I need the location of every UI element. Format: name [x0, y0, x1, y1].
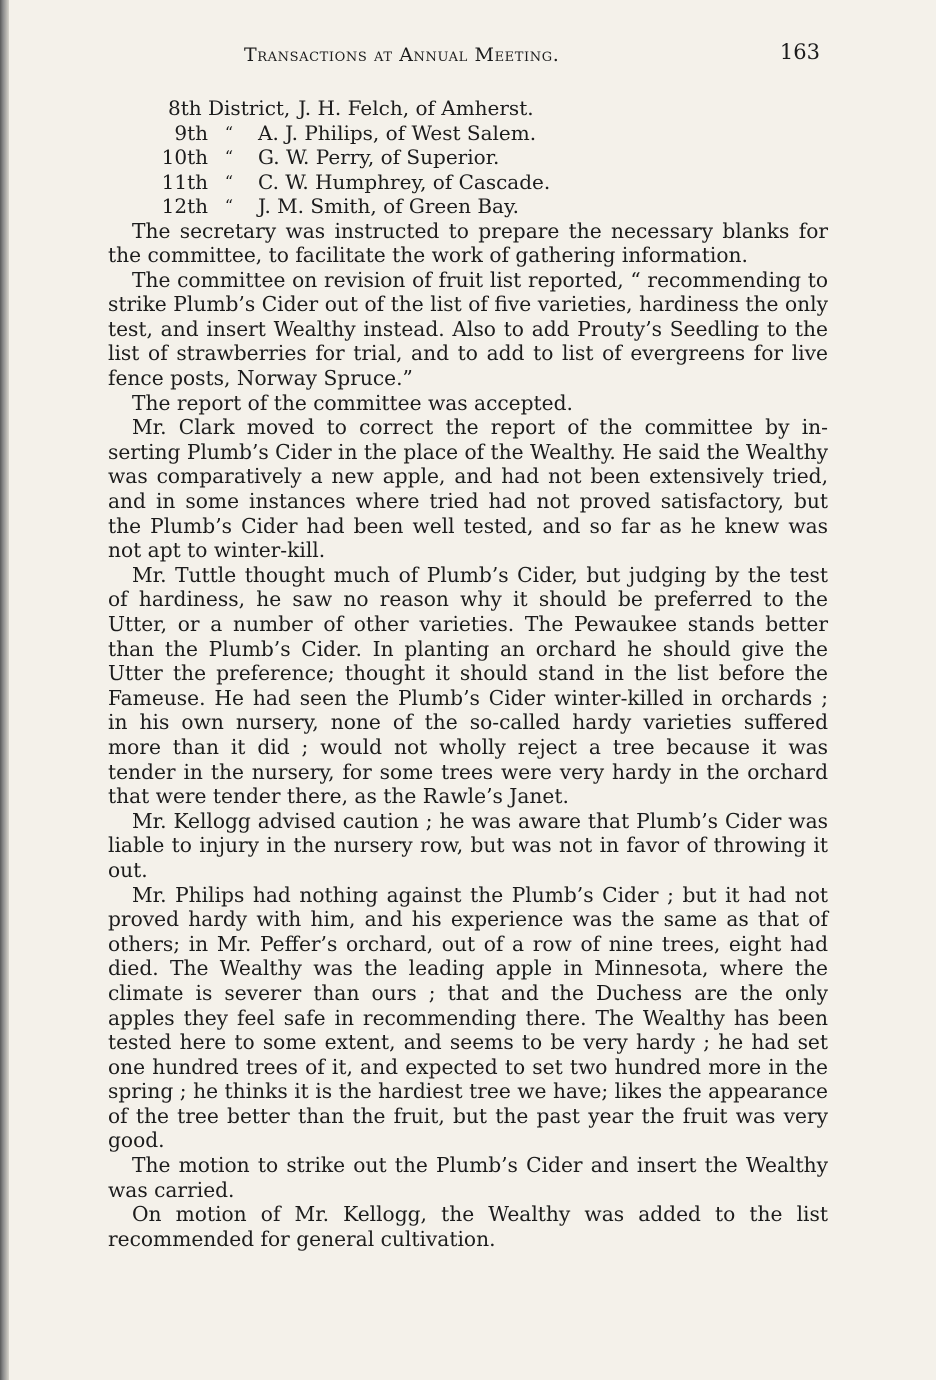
district-number: 10th	[161, 145, 208, 169]
district-row	[108, 194, 828, 219]
body-text	[108, 219, 828, 1252]
district-row	[108, 121, 828, 146]
paragraph-mr-tuttle: Mr. Tuttle thought much of Plumb’s Cider, but judging by the test of hardiness, he saw no reason why it should be preferred to the Utter, or a number of other varieties. The Pewaukee stands better than the Plumb’s Cider. In planting an orchard he should give the Utter the preference; thought it should stand in the list before the Fameuse. He had seen the Plumb’s Cider winter-killed in orchards ; in his own nursery, none of the so-called hardy varieties suffered more than it did ; would not wholly reject a tree because it was tender in the nursery, for some trees were very hardy in the orchard that were tender there, as the Rawle’s Janet.	[108, 562, 828, 809]
district-number: 9th	[174, 120, 208, 145]
paragraph-committee-report: The committee on revision of fruit list reported, “ recommending to strike Plumb’s Cider out of the list of five varieties, hardiness the only test, and insert Wealthy instead. Also to add Prouty’s Seedling to the list of strawberries for trial, and to add to list of evergreens for live fence posts, Norway Spruce.”	[108, 267, 828, 391]
paragraph-mr-kellogg: Mr. Kellogg advised caution ; he was aware that Plumb’s Cider was liable to injury in the nursery row, but was not in favor of throwing it out.	[108, 808, 828, 882]
ditto-mark: “	[224, 122, 234, 142]
district-row	[108, 145, 828, 170]
district-member: A. J. Philips, of West Salem.	[258, 120, 537, 145]
running-title: Transactions at Annual Meeting.	[244, 44, 560, 66]
ditto-mark: “	[224, 171, 234, 191]
district-member: J. H. Felch, of Amherst.	[298, 96, 534, 120]
district-list	[108, 96, 828, 219]
paragraph-report-accepted: The report of the committee was accepted.	[132, 390, 573, 415]
district-member: G. W. Perry, of Superior.	[258, 145, 500, 169]
paragraph-mr-clark: Mr. Clark moved to correct the report of the committee by inserting Plumb’s Cider in the place of the Wealthy. He said the Wealthy was comparatively a new apple, and had not been extensively tried, and in some instances where tried had not proved satisfactory, but the Plumb’s Cider had been well tested, and so far as he knew was not apt to winter-kill.	[108, 415, 828, 563]
ditto-mark: “	[224, 147, 234, 166]
running-head	[108, 36, 828, 76]
paragraph-motion-carried: The motion to strike out the Plumb’s Cider and insert the Wealthy was carried.	[108, 1153, 828, 1202]
district-number: 11th	[161, 169, 208, 194]
district-number: 8th District,	[168, 96, 291, 120]
district-row	[108, 96, 828, 121]
paragraph-secretary: The secretary was instructed to prepare the necessary blanks for the committee, to facilitate the work of gathering information.	[108, 218, 828, 268]
district-member: C. W. Humphrey, of Cascade.	[258, 169, 551, 194]
book-page	[108, 36, 828, 1251]
paragraph-general-cultivation: On motion of Mr. Kellogg, the Wealthy was added to the list recommended for general cultivation.	[108, 1202, 828, 1251]
page-edge-shadow	[0, 0, 9, 1380]
paragraph-mr-philips: Mr. Philips had nothing against the Plumb’s Cider ; but it had not proved hardy with him, and his experience was the same as that of others; in Mr. Peffer’s orchard, out of a row of nine trees, eight had died. The Wealthy was the leading apple in Minnesota, where the climate is severer than ours ; that and the Duchess are the only apples they feel safe in recommending there. The Wealthy has been tested here to some extent, and seems to be very hardy ; he had set one hundred trees of it, and expected to set two hundred more in the spring ; he thinks it is the hardiest tree we have; likes the appearance of the tree better than the fruit, but the past year the fruit was very good.	[108, 882, 828, 1153]
ditto-mark: “	[224, 196, 234, 215]
district-number: 12th	[161, 194, 208, 218]
district-member: J. M. Smith, of Green Bay.	[258, 194, 519, 218]
page-number: 163	[779, 40, 820, 64]
district-row	[108, 170, 828, 195]
